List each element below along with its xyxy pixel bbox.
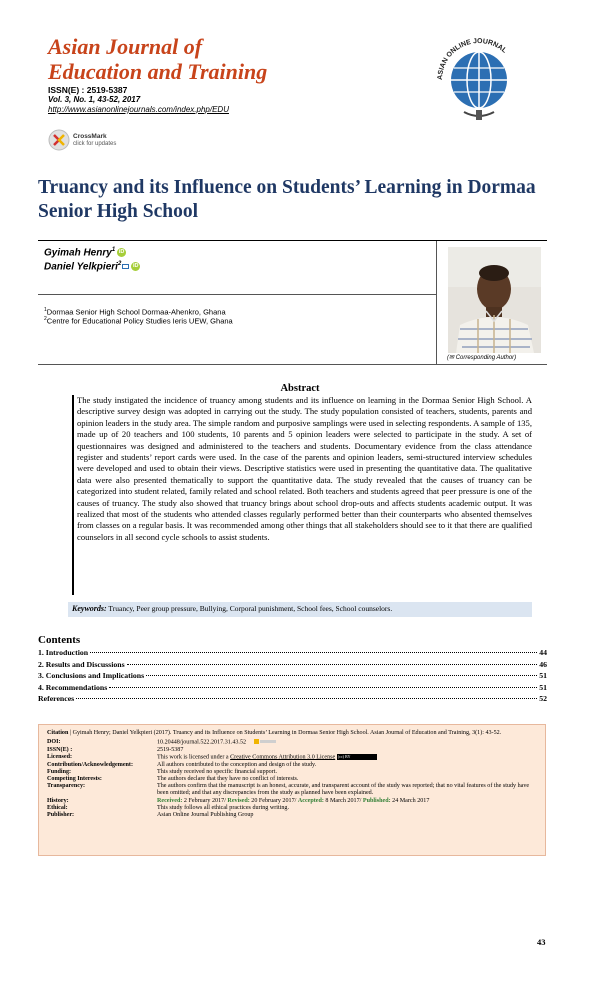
accepted-label: Accepted:: [297, 797, 324, 804]
accepted-date: 8 March 2017/: [323, 797, 363, 804]
citation-row-contribution: [47, 762, 537, 769]
published-label: Published:: [362, 797, 391, 804]
page-number: 43: [537, 937, 546, 947]
affiliation-1-sup: 1: [44, 307, 47, 313]
contents-heading: Contents: [38, 634, 81, 646]
toc-item-label: 1. Introduction: [38, 648, 89, 657]
citation-row-publisher: [47, 812, 537, 819]
author-2-sup: 2: [117, 261, 122, 267]
crossmark-icon: [48, 129, 70, 151]
keywords-box: [68, 602, 532, 617]
citation-row-label: DOI:: [47, 739, 61, 746]
revised-date: 20 February 2017/: [249, 797, 298, 804]
citation-row-label: Licensed:: [47, 754, 73, 761]
author-box-divider: [38, 364, 547, 365]
orcid-icon[interactable]: iD: [133, 263, 139, 270]
crossref-icon: [254, 739, 276, 745]
citation-row-value: This work is licensed under a: [157, 754, 231, 761]
citation-row-value: 2519-5387: [157, 746, 184, 753]
received-date: 2 February 2017/: [182, 797, 228, 804]
keywords-text: Truancy, Peer group pressure, Bullying, Corporal punishment, School fees, School counselors.: [108, 604, 393, 613]
citation-row-label: Contribution/Acknowledgement:: [47, 761, 133, 768]
citation-intro: [47, 730, 537, 737]
table-of-contents: [38, 648, 547, 706]
citation-row-label: History:: [47, 797, 69, 804]
corresponding-author-note: (✉ Corresponding Author): [447, 355, 517, 361]
journal-title: [48, 34, 267, 84]
publisher-globe-logo: [432, 30, 526, 126]
affiliation-1-text: Dormaa Senior High School Dormaa-Ahenkro, Ghana: [46, 307, 226, 317]
citation-row-label: Ethical:: [47, 804, 68, 811]
toc-item[interactable]: [38, 648, 547, 660]
license-link[interactable]: Creative Commons Attribution 3.0 License: [230, 754, 336, 761]
citation-row-value: The authors confirm that the manuscript is an honest, accurate, and transparent account of the study was reported; that no vital features of the study have been omitted; and that any discrepancies from the study as planned have been explained.: [157, 783, 530, 797]
affiliation-2: [44, 316, 233, 326]
published-date: 24 March 2017: [390, 797, 430, 804]
cc-license-badge[interactable]: (cc) BY: [337, 754, 377, 760]
toc-item-page: 51: [539, 682, 547, 692]
crossmark-label: CrossMark: [73, 132, 107, 140]
doi-value[interactable]: 10.20448/journal.522.2017.31.43.52: [157, 739, 247, 746]
author-names-cell: [38, 241, 437, 295]
toc-item[interactable]: [38, 660, 547, 672]
citation-row-label: Transparency:: [47, 783, 86, 790]
citation-row-value: Asian Online Journal Publishing Group: [157, 812, 254, 819]
abstract-body: The study instigated the incidence of truancy among students and its influence on learning in the Dormaa Senior High School. A descriptive survey design was adopted in carrying out the study. The study population consisted of teachers, students, parents and opinion leaders in the study area. The simple random and purposive samplings were used in selecting respondents. A sample of 135, made up of 20 teachers and 100 students, 10 parents and 5 opinion leaders were selected to participate in the study. A set of questionnaires was designed and administered to the teachers and students. Documentary evidence from the class attendance register and students’ report cards were used. In the case of the parents and opinion leaders, semi-structured interview schedules were developed and used to obtain their views. Descriptive statistics were used in presenting the quantitative data. The qualitative data were also presented thematically to support the quantitative data. The study revealed that the causes of truancy can be categorized into student related, family related and school related. Both teachers and students agreed that peer pressure is one of the causes of truancy. The study also showed that truancy brings about school drop-outs and affects students academic output. It was realized that most of the students who attended classes regularly performed better than their counterparts who absented themselves from classes on a regular basis. It was recommended among other things that all stakeholders should see to it that there are qualified counselors in all second cycle schools to assist students.: [72, 395, 532, 595]
citation-row-history: [47, 798, 537, 805]
journal-issn: ISSN(E) : 2519-5387: [48, 85, 128, 95]
keywords-label: Keywords:: [72, 604, 107, 613]
history-value: [157, 798, 537, 805]
citation-row-label: Funding:: [47, 768, 72, 775]
journal-title-line1: Asian Journal of: [48, 34, 203, 59]
toc-item-label: 2. Results and Discussions: [38, 659, 125, 669]
logo-arc-text: ASIAN ONLINE JOURNAL: [436, 37, 508, 81]
revised-label: Revised:: [227, 797, 250, 804]
toc-item-page: 44: [539, 648, 547, 657]
orcid-icon[interactable]: iD: [118, 249, 125, 256]
toc-item[interactable]: [38, 694, 547, 706]
citation-row-value: All authors contributed to the conception and design of the study.: [157, 761, 317, 768]
citation-row-ethical: [47, 805, 537, 812]
citation-row-value: This study received no specific financial support.: [157, 768, 277, 775]
received-label: Received:: [157, 797, 183, 804]
affiliation-2-sup: 2: [44, 316, 47, 322]
author-photo: [448, 247, 541, 353]
citation-row-doi: [47, 739, 537, 747]
citation-text: | Gyimah Henry; Daniel Yelkpieri (2017). Truancy and its Influence on Students’ Learning in Dormaa Senior High School. Asian Journal of Education and Training, 3(1): 43-52.: [69, 730, 502, 736]
journal-url-link[interactable]: http://www.asianonlinejournals.com/index.php/EDU: [48, 105, 229, 114]
paper-title: Truancy and its Influence on Students’ Learning in Dormaa Senior High School: [38, 177, 536, 222]
author-box: [38, 240, 547, 364]
citation-row-value: This study follows all ethical practices during writing.: [157, 804, 290, 811]
citation-row-issn: [47, 747, 537, 754]
citation-row-label: Publisher:: [47, 812, 75, 819]
toc-item-page: 52: [539, 694, 547, 704]
toc-item-label: 3. Conclusions and Implications: [38, 671, 145, 681]
author-2: [44, 261, 140, 272]
citation-box: [38, 724, 546, 856]
citation-row-label: Competing Interests:: [47, 776, 102, 783]
toc-item-label: References: [38, 694, 75, 704]
citation-label: Citation: [47, 730, 69, 736]
citation-row-transparency: [47, 783, 537, 797]
toc-item-label: 4. Recommendations: [38, 682, 108, 692]
toc-item[interactable]: [38, 683, 547, 695]
author-1-sup: 1: [111, 247, 116, 253]
email-icon[interactable]: [122, 264, 129, 269]
abstract-heading: Abstract: [280, 383, 320, 394]
toc-item-page: 51: [539, 671, 547, 681]
affiliation-2-text: Centre for Educational Policy Studies Ieris UEW, Ghana: [46, 316, 233, 326]
journal-title-line2: Education and Training: [48, 59, 268, 84]
citation-row-label: ISSN(E) :: [47, 746, 73, 753]
toc-item-page: 46: [539, 659, 547, 669]
citation-row-funding: [47, 769, 537, 776]
citation-row-licensed: [47, 754, 537, 762]
affiliations-cell: [38, 295, 437, 365]
toc-item[interactable]: [38, 671, 547, 683]
citation-row-value: The authors declare that they have no conflict of interests.: [157, 776, 299, 783]
author-1-name: Gyimah Henry: [44, 247, 112, 259]
crossmark-sub: click for updates: [73, 140, 117, 147]
journal-meta: [48, 85, 229, 115]
crossmark-badge[interactable]: [48, 129, 116, 151]
journal-volume: Vol. 3, No. 1, 43-52, 2017: [48, 95, 141, 104]
author-1: [44, 247, 126, 258]
author-2-name: Daniel Yelkpieri: [44, 261, 118, 273]
